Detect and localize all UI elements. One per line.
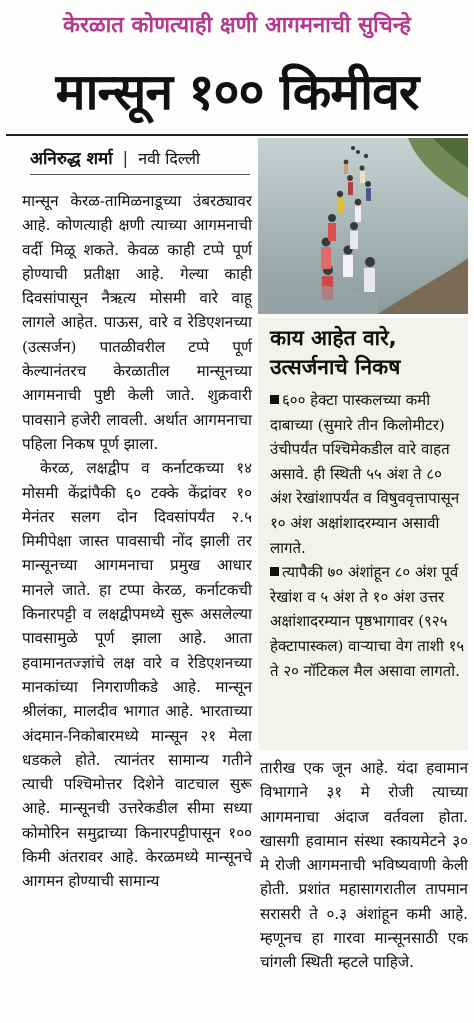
byline-separator: |: [122, 149, 129, 169]
people-walking-in-flooded-water-photo: [258, 138, 468, 314]
sidebar-point: [270, 560, 466, 683]
bullet-icon: [270, 395, 279, 404]
sidebar-title: [270, 324, 465, 382]
author-name: अनिरुद्ध शर्मा: [30, 149, 113, 169]
body-paragraph: तारीख एक जून आहे. यंदा हवामान विभागाने ३१ मे रोजी त्याच्या आगमनाचा अंदाज वर्तवला होता. खासगी हवामान संस्था स्कायमेटने ३० मे रोजी आगमनाची भविष्यवाणी केली होती. प्रशांत महासागरातील तापमान सरासरी ते ०.३ अंशांहून कमी आहे. म्हणूनच हा गारवा मान्सूनसाठी एक चांगली स्थिती म्हटले पाहिजे.: [260, 759, 468, 972]
body-paragraph: मान्सून केरळ-तामिळनाडूच्या उंबरठ्यावर आहे. कोणत्याही क्षणी त्याच्या आगमनाची वर्दी मिळू शकते. केवळ काही टप्पे पूर्ण होण्याची प्रतीक्षा आहे. गेल्या काही दिवसांपासून नैऋत्य मोसमी वारे वाहू लागले आहेत. पाऊस, वारे व रेडिएशनच्या (उत्सर्जन) पातळीवरील टप्पे पूर्ण केल्यानंतरच केरळातील मान्सूनच्या आगमनाची पुष्टी केली जाते. शुक्रवारी पावसाने हजेरी लावली. अर्थात आगमनाचा पहिला निकष पूर्ण झाला.: [22, 192, 252, 453]
news-photo: [258, 138, 468, 314]
byline-underline: [30, 174, 250, 175]
byline: [30, 146, 200, 169]
kicker-strapline: केरळात कोणत्याही क्षणी आगमनाची सुचिन्हे: [63, 13, 411, 38]
body-paragraph: केरळ, लक्षद्वीप व कर्नाटकच्या १४ मोसमी केंद्रांपैकी ६० टक्के केंद्रांवर १० मेनंतर सलग दोन दिवसांपर्यंत २.५ मिमीपेक्षा जास्त पावसाची नोंद झाली तर मान्सूनच्या आगमनाचा प्रमुख आधार मानले जाते. हा टप्पा केरळ, कर्नाटकची किनारपट्टी व लक्षद्वीपमध्ये सुरू असलेल्या पावसामुळे पूर्ण झाला आहे. आता हवामानतज्ज्ञांचे लक्ष वारे व रेडिएशनच्या मानकांच्या निगराणीकडे आहे. मान्सून श्रीलंका, मालदीव भागात आहे. भारताच्या अंदमान-निकोबारमध्ये मान्सून २१ मेला धडकले होते. त्यानंतर सामान्य गतीने त्याची पश्चिमोत्तर दिशेने वाटचाल सुरू आहे. मान्सूनची उत्तरेकडील सीमा सध्या कोमोरिन समुद्राच्या किनारपट्टीपासून १०० किमी अंतरावर आहे. केरळमध्ये मान्सूनचे आगमन होण्याची सामान्य: [22, 459, 252, 891]
article-continuation: [260, 756, 468, 975]
sidebar-body: [270, 388, 466, 683]
dateline-place: नवी दिल्ली: [138, 149, 201, 168]
headline: मान्सून १०० किमीवर: [55, 63, 419, 121]
sidebar-point-text: ६०० हेक्टा पास्कलच्या कमी दाबाच्या (सुमारे तीन किलोमीटर) उंचीपर्यंत पश्चिमेकडील वारे वाहत असावे. ही स्थिती ५५ अंश ते ८० अंश रेखांशापर्यंत व विषुववृत्तापासून १० अंश अक्षांशादरम्यान असावी लागते.: [270, 391, 460, 557]
sidebar-title-line: काय आहेत वारे,: [270, 326, 397, 350]
sidebar-point-text: त्यापैकी ७० अंशांहून ८० अंश पूर्व रेखांश व ५ अंश ते १० अंश उत्तर अक्षांशादरम्यान पृष्ठभागावर (९२५ हेक्टापास्कल) वाऱ्याचा वेग ताशी १५ ते २० नॉटिकल मैल असावा लागतो.: [270, 563, 465, 680]
bullet-icon: [270, 567, 279, 576]
sidebar-point: [270, 388, 466, 560]
divider: [6, 134, 468, 136]
sidebar-title-line: उत्सर्जनाचे निकष: [270, 355, 401, 379]
article-body: [22, 189, 252, 894]
